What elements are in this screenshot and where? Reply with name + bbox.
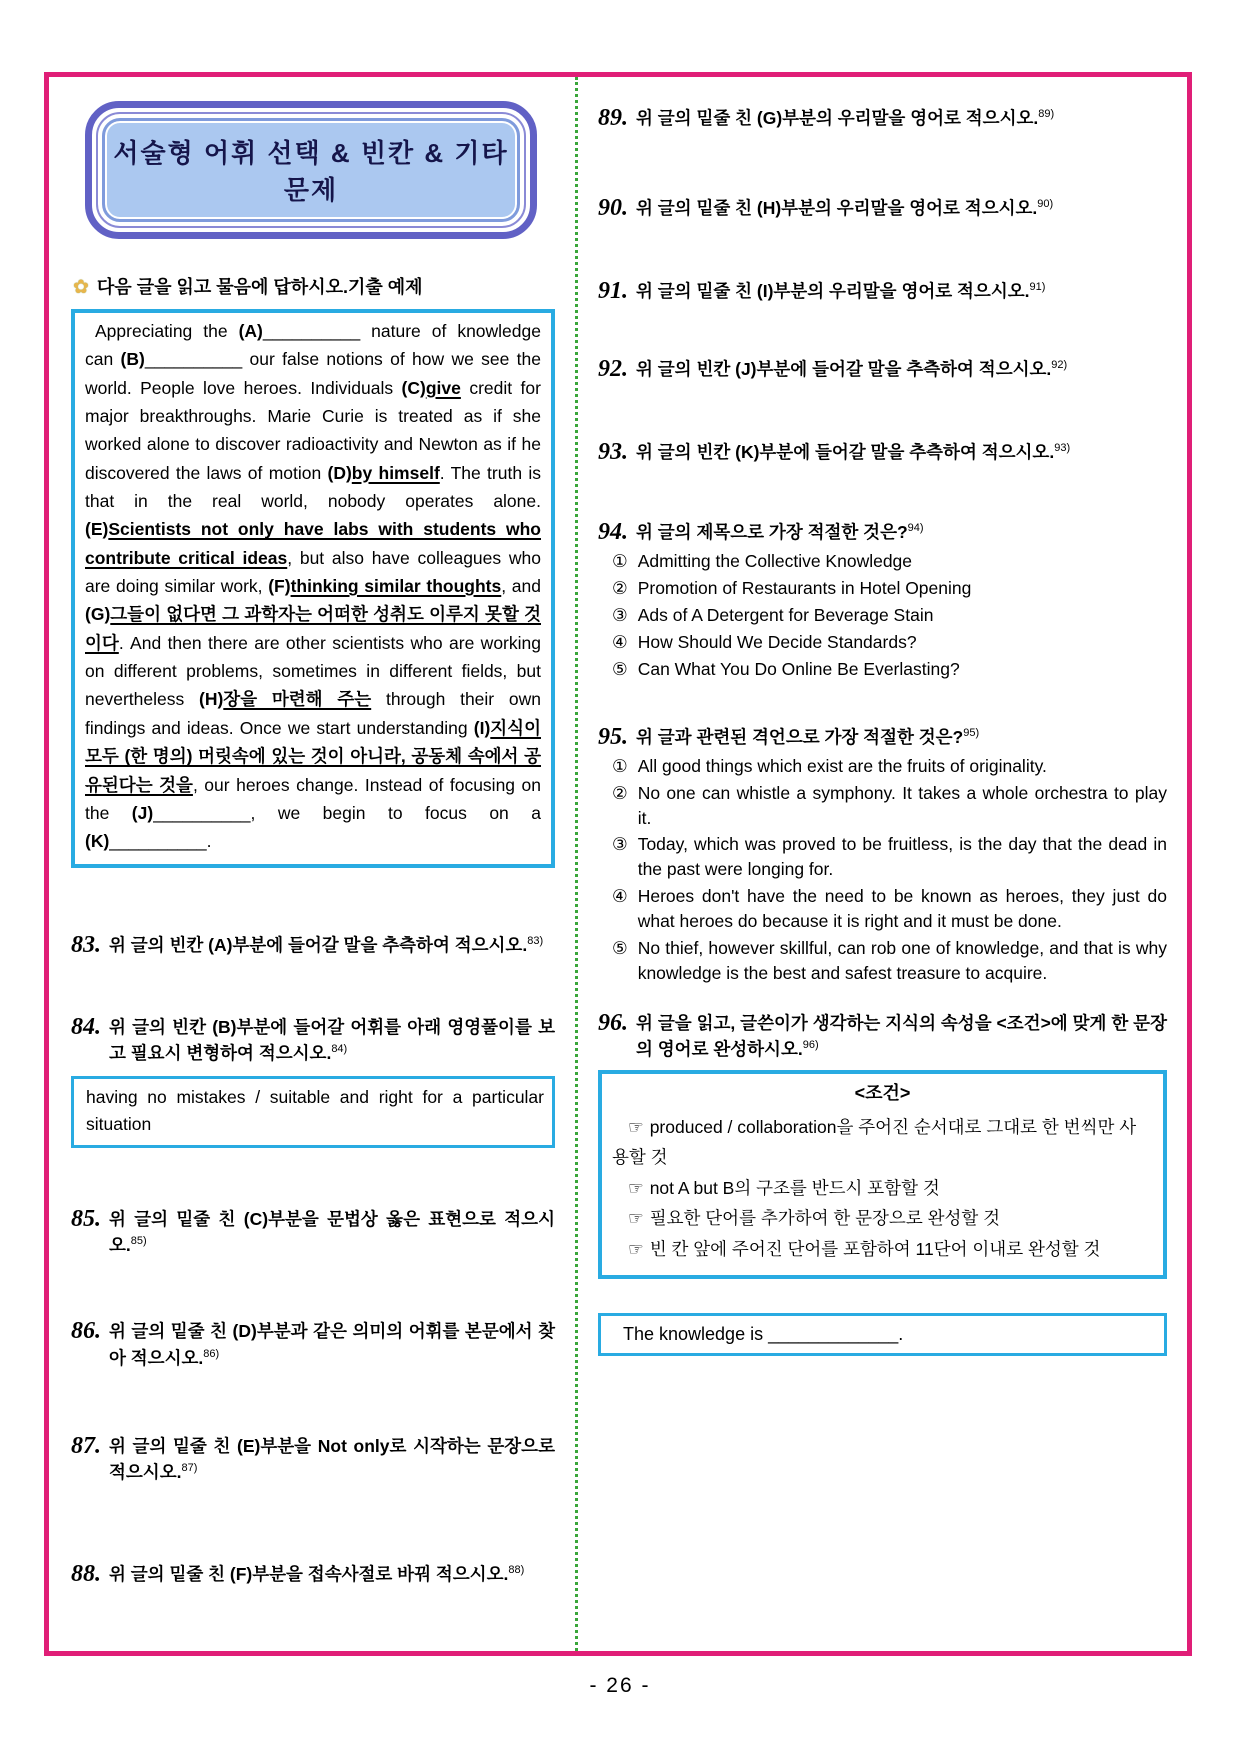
condition-item [612,1112,1153,1173]
question-text: 위 글의 밑줄 친 (C)부분을 문법상 옳은 표현으로 적으시오.$^{85)}$ [109,1208,555,1256]
question-number: 86. [71,1318,101,1345]
pointing-hand-icon: ☞ [628,1177,644,1198]
pointing-hand-icon: ☞ [628,1208,644,1229]
choice-marker: ② [612,782,628,803]
question-86 [71,1318,555,1371]
condition-item [612,1234,1153,1265]
choice-marker: ⑤ [612,937,628,958]
choice-item [612,603,1167,628]
page-title: 서술형 어휘 선택 & 빈칸 & 기타 문제 [113,138,509,205]
footnote-ref: 95) [963,726,980,739]
choice-list-q95 [612,754,1167,986]
passage-box [71,309,555,868]
footnote-ref: 88) [508,1564,525,1577]
question-text: 위 글의 제목으로 가장 적절한 것은?$^{94)}$ [636,521,924,542]
page-frame [44,72,1192,1656]
choice-marker: ① [612,755,628,776]
choice-item [612,832,1167,882]
choice-item [612,657,1167,682]
choice-marker: ④ [612,631,628,652]
question-96 [598,1010,1167,1063]
footnote-ref: 89) [1038,108,1055,121]
choice-text: How Should We Decide Standards? [637,631,917,652]
question-number: 93. [598,438,628,465]
condition-text: produced / collaboration을 주어진 순서대로 그대로 한 번씩만 사용할 것 [612,1116,1137,1168]
choice-text: Can What You Do Online Be Everlasting? [637,658,960,679]
choice-marker: ③ [612,605,628,626]
footnote-ref: 85) [130,1235,147,1248]
page-number: - 26 - [589,1674,651,1697]
choice-text: No thief, however skillful, can rob one of knowledge, and that is why knowledge is the best and safest treasure to acquire. [637,937,1167,983]
choice-marker: ① [612,551,628,572]
condition-item [612,1203,1153,1234]
choice-item [612,781,1167,831]
question-text: 위 글의 밑줄 친 (F)부분을 접속사절로 바꿔 적으시오.$^{88)}$ [109,1564,525,1585]
definition-box [71,1076,555,1148]
question-text: 위 글의 밑줄 친 (I)부분의 우리말을 영어로 적으시오.$^{91)}$ [636,280,1046,301]
question-93 [598,439,1167,465]
question-87 [71,1433,555,1486]
choice-marker: ⑤ [612,658,628,679]
question-text: 위 글의 빈칸 (J)부분에 들어갈 말을 추측하여 적으시오.$^{92)}$ [636,359,1068,380]
question-text: 위 글의 밑줄 친 (H)부분의 우리말을 영어로 적으시오.$^{90)}$ [636,198,1054,219]
footnote-ref: 92) [1051,359,1068,372]
choice-text: Today, which was proved to be fruitless, is the day that the dead in the past were longing for. [637,834,1167,880]
question-85 [71,1206,555,1259]
question-92 [598,356,1167,382]
footnote-ref: 90) [1037,198,1054,211]
footnote-ref: 91) [1029,280,1046,293]
choice-item [612,549,1167,574]
question-number: 83. [71,931,101,958]
choice-text: No one can whistle a symphony. It takes a whole orchestra to play it. [637,782,1167,828]
question-text: 위 글의 빈칸 (K)부분에 들어갈 말을 추측하여 적으시오.$^{93)}$ [636,441,1071,462]
condition-item [612,1173,1153,1204]
condition-title: <조건> [854,1083,911,1104]
question-number: 92. [598,356,628,383]
footnote-ref: 96) [802,1038,819,1051]
instruction-line [73,273,555,299]
question-95 [598,724,1167,750]
question-number: 96. [598,1009,628,1036]
choice-marker: ④ [612,886,628,907]
column-right [575,77,1171,1651]
condition-text: not A but B의 구조를 반드시 포함할 것 [649,1177,940,1198]
answer-box [598,1313,1167,1356]
condition-text: 빈 칸 앞에 주어진 단어를 포함하여 11단어 이내로 완성할 것 [649,1239,1101,1260]
choice-text: Heroes don't have the need to be known as heroes, they just do what heroes do because it is right and it must be done. [637,886,1167,932]
question-text: 위 글의 빈칸 (B)부분에 들어갈 어휘를 아래 영영풀이를 보고 필요시 변형하여 적으시오.$^{84)}$ [109,1016,555,1064]
column-left [65,77,563,1651]
flower-icon: ✿ [73,277,89,298]
pointing-hand-icon: ☞ [628,1239,644,1260]
question-number: 94. [598,518,628,545]
section-title-box [85,101,537,239]
choice-text: Ads of A Detergent for Beverage Stain [637,605,934,626]
question-text: 위 글을 읽고, 글쓴이가 생각하는 지식의 속성을 <조건>에 맞게 한 문장의 영어로 완성하시오.$^{96)}$ [636,1012,1167,1059]
question-text: 위 글과 관련된 격언으로 가장 적절한 것은?$^{95)}$ [636,726,980,747]
footnote-ref: 87) [181,1462,198,1475]
question-89 [598,105,1167,131]
question-text: 위 글의 밑줄 친 (G)부분의 우리말을 영어로 적으시오.$^{89)}$ [636,108,1055,128]
question-83 [71,932,555,958]
question-91 [598,278,1167,304]
question-88 [71,1561,555,1587]
choice-marker: ③ [612,834,628,855]
choice-text: All good things which exist are the fruits of originality. [637,755,1047,776]
question-number: 90. [598,195,628,222]
question-number: 85. [71,1205,101,1232]
choice-item [612,754,1167,779]
question-84 [71,1014,555,1067]
choice-text: Admitting the Collective Knowledge [637,551,913,572]
question-number: 84. [71,1013,101,1040]
choice-item [612,630,1167,655]
choice-item [612,576,1167,601]
condition-text: 필요한 단어를 추가하여 한 문장으로 완성할 것 [649,1208,1001,1229]
footnote-ref: 83) [527,934,544,947]
question-text: 위 글의 밑줄 친 (E)부분을 Not only로 시작하는 문장으로 적으시오.$^{87)}$ [109,1435,555,1483]
footnote-ref: 86) [203,1347,220,1360]
choice-text: Promotion of Restaurants in Hotel Opening [637,578,972,599]
question-number: 87. [71,1432,101,1459]
definition-text: having no mistakes / suitable and right for a particular situation [86,1087,544,1134]
choice-item [612,936,1167,986]
question-number: 91. [598,277,628,304]
question-90 [598,195,1167,221]
pointing-hand-icon: ☞ [628,1116,644,1137]
answer-sentence: The knowledge is _____________. [623,1323,904,1344]
question-94 [598,519,1167,545]
condition-box [598,1070,1167,1279]
choice-list-q94 [612,549,1167,681]
question-text: 위 글의 빈칸 (A)부분에 들어갈 말을 추측하여 적으시오.$^{83)}$ [109,934,544,955]
footnote-ref: 94) [907,522,924,535]
passage-text: Appreciating the (A)__________ nature of knowledge can (B)__________ our false notions of how we see the world. People love heroes. Individuals (C)give credit for major breakthroughs. Marie Curie is treated as if she worked alone to discover radioactivity and Newton as if he discovered the laws of motion (D)by himself. The truth is that in the real world, nobody operates alone. (E)Scientists not only have labs with students who contribute critical ideas, but also have colleagues who are doing similar work, (F)thinking similar thoughts, and (G)그들이 없다면 그 과학자는 어떠한 성취도 이루지 못할 것이다. And then there are other scientists who are working on different problems, sometimes in different fields, but nevertheless (H)장을 마련해 주는 through their own findings and ideas. Once we start understanding (I)지식이 모두 (한 명의) 머릿속에 있는 것이 아니라, 공동체 속에서 공유된다는 것을, our heroes change. Instead of focusing on the (J)__________, we begin to focus on a (K)__________. [85,321,542,852]
footnote-ref: 84) [331,1043,348,1056]
instruction-text: 다음 글을 읽고 물음에 답하시오.기출 예제 [96,277,423,297]
question-number: 95. [598,723,628,750]
question-number: 89. [598,105,628,131]
choice-marker: ② [612,578,628,599]
question-text: 위 글의 밑줄 친 (D)부분과 같은 의미의 어휘를 본문에서 찾아 적으시오.$^{86)}$ [109,1321,555,1368]
question-number: 88. [71,1561,101,1588]
footnote-ref: 93) [1054,441,1071,454]
choice-item [612,884,1167,934]
